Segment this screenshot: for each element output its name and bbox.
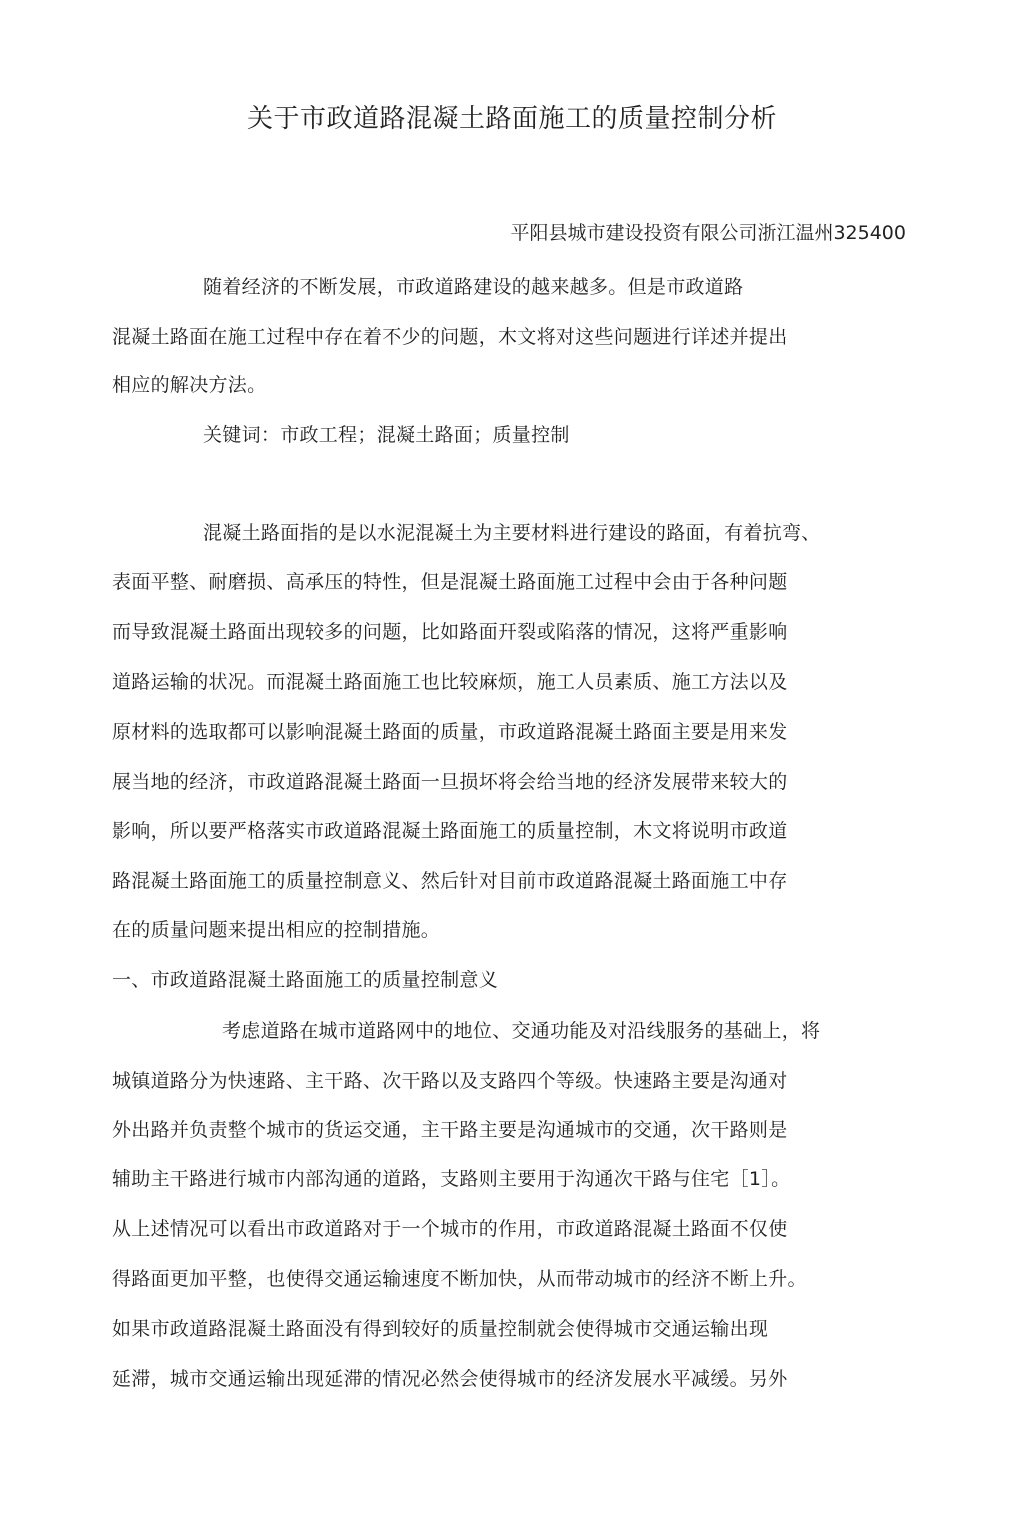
- abstract-line: 混凝土路面在施工过程中存在着不少的问题，木文将对这些问题进行详述并提出: [112, 326, 788, 348]
- body-line: 路混凝土路面施工的质量控制意义、然后针对目前市政道路混凝土路面施工中存: [112, 870, 788, 892]
- body-line: 从上述情况可以看出市政道路对于一个城市的作用，市政道路混凝土路面不仅使: [112, 1218, 788, 1240]
- body-line: 而导致混凝土路面出现较多的问题，比如路面幵裂或陷落的情况，这将严重影响: [112, 621, 788, 643]
- body-line: 影响，所以要严格落实市政道路混凝土路面施工的质量控制，木文将说明市政道: [112, 820, 788, 842]
- document-title: 关于市政道路混凝土路面施工的质量控制分析: [246, 104, 777, 134]
- body-line: 外出路并负责整个城市的货运交通，主干路主要是沟通城市的交通，次干路则是: [112, 1119, 788, 1141]
- body-line: 城镇道路分为快速路、主干路、次干路以及支路四个等级。快速路主要是沟通对: [112, 1070, 788, 1092]
- author-affiliation: 平阳县城市建设投资有限公司浙江温州325400: [510, 222, 906, 244]
- body-line: 混凝土路面指的是以水泥混凝土为主要材料进行建设的路面，有着抗弯、: [203, 522, 821, 544]
- abstract-line: 随着经济的不断发展，市政道路建设的越来越多。但是市政道路: [203, 276, 744, 298]
- body-line: 在的质量问题来提出相应的控制措施。: [112, 919, 441, 941]
- keywords: 关键词：市政工程；混凝土路面；质量控制: [203, 424, 570, 446]
- body-line: 表面平整、耐磨损、高承压的特性，但是混凝土路面施工过程中会由于各种问题: [112, 571, 788, 593]
- body-line: 原材料的选取都可以影响混凝土路面的质量，市政道路混凝土路面主要是用来发: [112, 721, 788, 743]
- body-line: 如果市政道路混凝土路面没有得到较好的质量控制就会使得城市交通运输出现: [112, 1318, 769, 1340]
- body-line: 延滞，城市交通运输出现延滞的情况必然会使得城市的经济发展水平减缓。另外: [112, 1368, 788, 1390]
- section-heading: 一、市政道路混凝土路面施工的质量控制意义: [112, 969, 499, 991]
- body-line: 得路面更加平整，也使得交通运输速度不断加快，从而带动城市的经济不断上升。: [112, 1268, 807, 1290]
- body-line: 辅助主干路进行城市内部沟通的道路，支路则主要用于沟通次干路与住宅［1］。: [112, 1168, 791, 1190]
- body-line: 展当地的经济，市政道路混凝土路面一旦损坏将会给当地的经济发展带来较大的: [112, 771, 788, 793]
- body-line: 考虑道路在城市道路网中的地位、交通功能及对沿线服务的基础上，将: [222, 1020, 821, 1042]
- body-line: 道路运输的状况。而混凝土路面施工也比较麻烦，施工人员素质、施工方法以及: [112, 671, 788, 693]
- abstract-line: 相应的解决方法。: [112, 374, 267, 396]
